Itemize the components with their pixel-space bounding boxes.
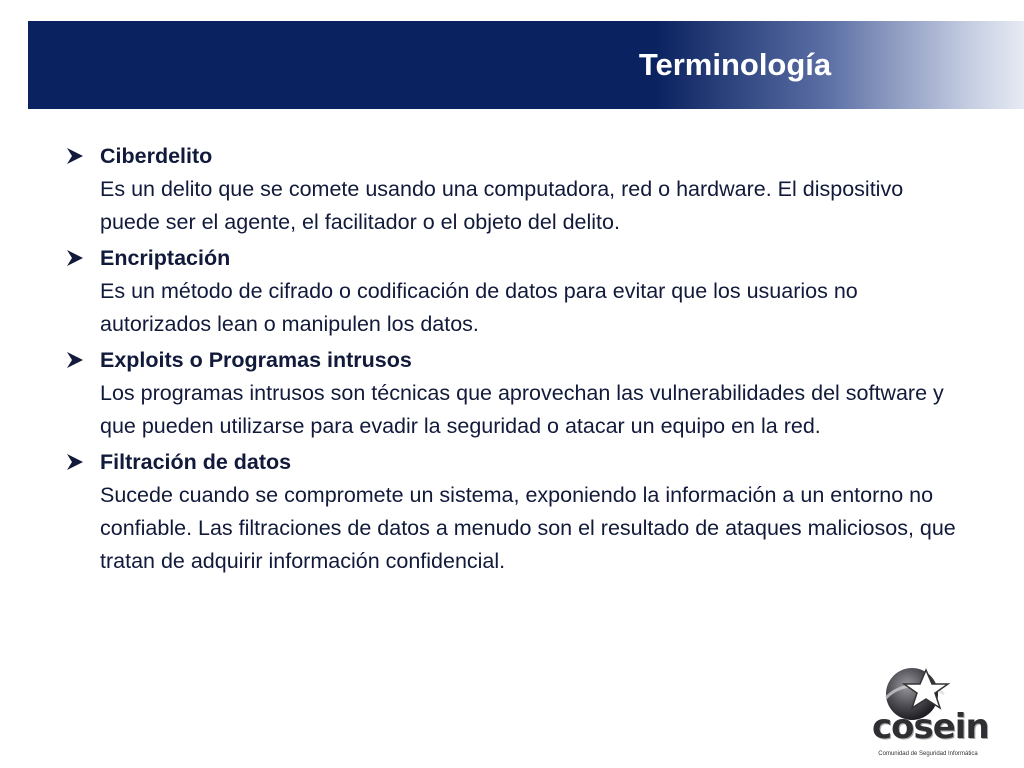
arrowhead-bullet-icon — [66, 147, 84, 165]
term-name: Encriptación — [100, 246, 231, 270]
term-item — [64, 446, 964, 578]
term-definition: Es un delito que se comete usando una computadora, red o hardware. El dispositivo puede ser el agente, el facilitador o el objeto del delito. — [100, 177, 904, 234]
logo-wordmark: cosein — [872, 707, 989, 747]
logo-tagline: Comunidad de Seguridad Informática — [878, 751, 978, 757]
arrowhead-bullet-icon — [66, 453, 84, 471]
term-definition: Los programas intrusos son técnicas que aprovechan las vulnerabilidades del software y que pueden utilizarse para evadir la seguridad o atacar un equipo en la red. — [100, 381, 944, 438]
slide-title: Terminología — [638, 47, 832, 82]
term-definition: Sucede cuando se compromete un sistema, exponiendo la información a un entorno no confiable. Las filtraciones de datos a menudo son el resultado de ataques maliciosos, que tratan de adquirir información confidencial. — [100, 483, 956, 573]
term-name: Filtración de datos — [100, 450, 292, 474]
term-item — [64, 344, 964, 443]
cosein-logo — [868, 664, 989, 764]
term-name: Exploits o Programas intrusos — [100, 348, 412, 372]
term-item — [64, 242, 964, 341]
term-name: Ciberdelito — [100, 144, 213, 168]
arrowhead-bullet-icon — [66, 351, 84, 369]
term-item — [64, 140, 964, 239]
terms-list — [64, 140, 964, 581]
arrowhead-bullet-icon — [66, 249, 84, 267]
term-definition: Es un método de cifrado o codificación de datos para evitar que los usuarios no autorizados lean o manipulen los datos. — [100, 279, 858, 336]
title-bar — [28, 21, 1024, 109]
